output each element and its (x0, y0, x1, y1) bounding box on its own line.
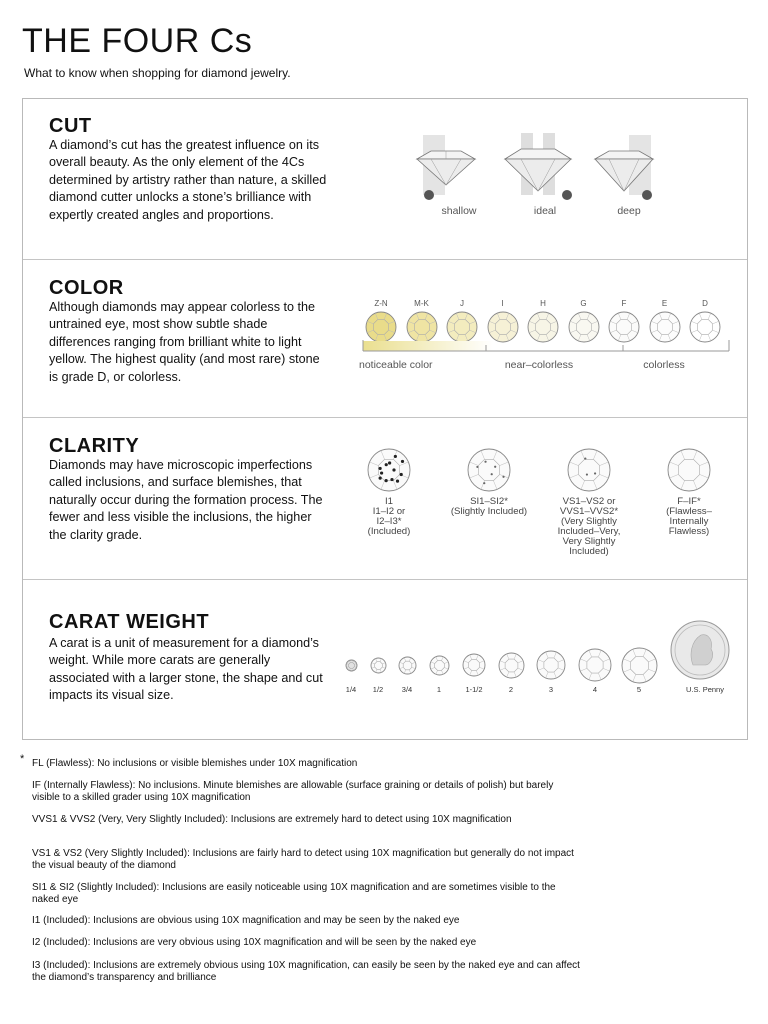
carat-size-label: 2 (508, 685, 514, 694)
clarity-diamond-icon (666, 447, 712, 493)
footnote-si: SI1 & SI2 (Slightly Included): Inclusions are easily noticeable using 10X magnification and are sometimes visible to the naked eye (32, 882, 556, 905)
color-grade-label: G (580, 299, 587, 308)
carat-size-label: 4 (592, 685, 598, 694)
carat-heading: CARAT WEIGHT (49, 611, 210, 633)
footnote-asterisk: * (20, 753, 25, 765)
clarity-grade-label: VS1–VS2 or VVS1–VVS2* (Very Slightly Included–Very, Very Slightly Included) (557, 496, 621, 557)
penny-icon (669, 619, 731, 681)
clarity-diamond-icon (366, 447, 412, 493)
four-cs-panel (22, 98, 748, 740)
carat-diamond-icon (428, 654, 451, 677)
color-grade-label: Z-N (374, 299, 388, 308)
cut-body: A diamond’s cut has the greatest influence on its overall beauty. As the only element of the 4Cs determined by artistry rather than nature, a skilled diamond cutter unlocks a stone’s brilliance with expertly created angles and proportions. (49, 138, 327, 222)
carat-size-label: 1/2 (372, 685, 384, 694)
carat-diamond-icon (620, 646, 659, 685)
carat-size-label: 3 (548, 685, 554, 694)
carat-diamond-icon (397, 655, 418, 676)
clarity-heading: CLARITY (49, 435, 140, 457)
footnote-if: IF (Internally Flawless): No inclusions. Minute blemishes are allowable (surface graining or details of polish) but barely visible to a skilled grader using 10X magnification (32, 780, 554, 803)
carat-diamond-icon (461, 652, 487, 678)
footnote-vs: VS1 & VS2 (Very Slightly Included): Inclusions are fairly hard to detect using 10X magnification but generally do not impact the visual beauty of the diamond (32, 848, 574, 871)
deep-diamond-icon (595, 135, 653, 200)
carat-diamond-icon (344, 658, 359, 673)
color-grade-label: J (460, 299, 464, 308)
color-heading: COLOR (49, 277, 124, 299)
carat-diamond-icon (577, 647, 613, 683)
carat-body: A carat is a unit of measurement for a diamond’s weight. While more carats are generally associated with a larger stone, the shape and cut impacts its visual size. (49, 636, 323, 703)
footnote-i1: I1 (Included): Inclusions are obvious using 10X magnification and may be seen by the naked eye (32, 915, 460, 926)
color-grade-label: M-K (414, 299, 429, 308)
color-grade-label: F (621, 299, 627, 308)
clarity-diamond-icon (466, 447, 512, 493)
cut-label-deep: deep (617, 205, 641, 217)
page-subtitle: What to know when shopping for diamond jewelry. (24, 66, 291, 80)
cut-label-ideal: ideal (533, 205, 557, 217)
color-grade-label: E (661, 299, 668, 308)
clarity-grade-label: F–IF* (Flawless– Internally Flawless) (666, 496, 712, 537)
carat-diamond-icon (535, 649, 567, 681)
color-grade-label: D (702, 299, 708, 308)
color-range-near-colorless: near–colorless (504, 359, 574, 371)
color-range-colorless: colorless (643, 359, 685, 371)
shallow-diamond-icon (417, 135, 475, 200)
page-title: THE FOUR Cs (22, 22, 253, 60)
color-grade-label: H (540, 299, 546, 308)
carat-diamond-icon (497, 651, 526, 680)
color-range-noticeable: noticeable color (359, 359, 433, 371)
color-section (23, 259, 747, 418)
carat-size-label: 1 (436, 685, 442, 694)
cut-heading: CUT (49, 115, 92, 137)
color-body: Although diamonds may appear colorless to the untrained eye, most show subtle shade differences ranging from brilliant white to light yellow. The highest quality (and most rare) stone is grade D, or colorless. (49, 300, 320, 384)
color-grade-label: I (501, 299, 504, 308)
carat-section (23, 579, 747, 739)
clarity-grade-label: SI1–SI2* (Slightly Included) (450, 496, 528, 517)
carat-size-label: 1/4 (345, 685, 357, 694)
carat-size-label: 3/4 (401, 685, 413, 694)
footnote-vvs: VVS1 & VVS2 (Very, Very Slightly Included): Inclusions are extremely hard to detect using 10X magnification (32, 814, 512, 825)
clarity-section (23, 417, 747, 580)
carat-size-label: 1-1/2 (465, 685, 483, 694)
footnote-i3: I3 (Included): Inclusions are extremely obvious using 10X magnification, can easily be seen by the naked eye and can affect the diamond’s transparency and brilliance (32, 960, 580, 983)
cut-section (23, 99, 747, 260)
footnote-i2: I2 (Included): Inclusions are very obvious using 10X magnification and will be seen by the naked eye (32, 937, 477, 948)
clarity-diamond-icon (566, 447, 612, 493)
ideal-diamond-icon (505, 133, 572, 200)
carat-diamond-icon (369, 656, 388, 675)
color-range-bar (361, 337, 731, 357)
clarity-body: Diamonds may have microscopic imperfections called inclusions, and surface blemishes, that naturally occur during the formation process. The fewer and less visible the inclusions, the higher the clarity grade. (49, 458, 323, 542)
cut-label-shallow: shallow (441, 205, 477, 217)
carat-label-penny: U.S. Penny (686, 685, 724, 694)
clarity-grade-label: I1 I1–I2 or I2–I3* (Included) (367, 496, 411, 537)
carat-size-label: 5 (636, 685, 642, 694)
footnote-fl: FL (Flawless): No inclusions or visible blemishes under 10X magnification (32, 758, 358, 769)
